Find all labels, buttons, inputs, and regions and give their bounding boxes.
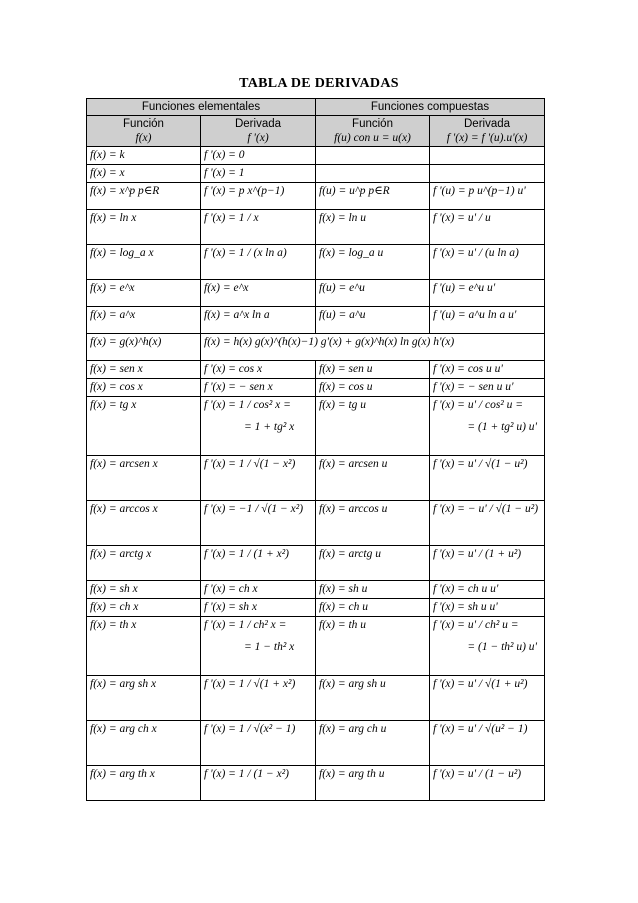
cell-composite-derivative-line2: = (1 − th² u) u'	[467, 641, 538, 653]
cell-derivative: f '(x) = 1 / √(1 + x²)	[201, 676, 316, 721]
cell-composite-derivative-line1: f '(x) = u' / ch² u =	[433, 619, 519, 631]
cell-derivative: f(x) = h(x) g(x)^(h(x)−1) g'(x) + g(x)^h(x) ln g(x) h'(x)	[201, 334, 545, 361]
derivatives-table	[86, 98, 545, 801]
cell-composite-derivative	[430, 617, 545, 676]
header-funciones-compuestas: Funciones compuestas	[316, 99, 545, 116]
cell-function: f(x) = th x	[87, 617, 201, 676]
cell-composite-function: f(x) = arg sh u	[316, 676, 430, 721]
table-row	[87, 379, 545, 397]
cell-function: f(x) = arccos x	[87, 501, 201, 546]
cell-derivative: f '(x) = 1 / (1 + x²)	[201, 546, 316, 581]
cell-composite-derivative: f '(x) = u' / √(1 + u²)	[430, 676, 545, 721]
cell-composite-function: f(x) = arccos u	[316, 501, 430, 546]
cell-function: f(x) = arcsen x	[87, 456, 201, 501]
cell-function: f(x) = g(x)^h(x)	[87, 334, 201, 361]
cell-derivative: f '(x) = cos x	[201, 361, 316, 379]
cell-composite-derivative: f '(x) = − sen u u'	[430, 379, 545, 397]
cell-composite-derivative: f '(x) = ch u u'	[430, 581, 545, 599]
table-row	[87, 617, 545, 676]
cell-function: f(x) = cos x	[87, 379, 201, 397]
header-col-derivada-compuesta-label: Derivada	[464, 118, 511, 130]
cell-composite-function: f(u) = a^u	[316, 307, 430, 334]
cell-derivative: f '(x) = 1 / x	[201, 210, 316, 245]
cell-derivative: f '(x) = p x^(p−1)	[201, 183, 316, 210]
cell-composite-derivative: f '(u) = a^u ln a u'	[430, 307, 545, 334]
table-row	[87, 147, 545, 165]
cell-composite-function: f(x) = tg u	[316, 397, 430, 456]
table-row	[87, 766, 545, 801]
cell-composite-derivative-line2: = (1 + tg² u) u'	[467, 421, 538, 433]
table-row	[87, 599, 545, 617]
cell-composite-derivative: f '(x) = u' / (u ln a)	[430, 245, 545, 280]
cell-composite-derivative: f '(u) = e^u u'	[430, 280, 545, 307]
table-row	[87, 361, 545, 379]
cell-function: f(x) = a^x	[87, 307, 201, 334]
cell-function: f(x) = e^x	[87, 280, 201, 307]
cell-composite-derivative: f '(x) = u' / √(u² − 1)	[430, 721, 545, 766]
table-row	[87, 245, 545, 280]
cell-function: f(x) = arg th x	[87, 766, 201, 801]
cell-composite-derivative: f '(x) = u' / (1 − u²)	[430, 766, 545, 801]
cell-composite-derivative: f '(x) = u' / √(1 − u²)	[430, 456, 545, 501]
cell-composite-derivative: f '(x) = cos u u'	[430, 361, 545, 379]
cell-composite-function	[316, 147, 430, 165]
cell-composite-derivative	[430, 397, 545, 456]
table-row	[87, 334, 545, 361]
cell-derivative-line1: f '(x) = 1 / ch² x =	[204, 619, 287, 631]
cell-function: f(x) = ch x	[87, 599, 201, 617]
cell-derivative	[201, 397, 316, 456]
cell-composite-function: f(x) = arg ch u	[316, 721, 430, 766]
cell-derivative-line1: f '(x) = 1 / cos² x =	[204, 399, 291, 411]
cell-derivative: f '(x) = 0	[201, 147, 316, 165]
cell-composite-function: f(x) = th u	[316, 617, 430, 676]
cell-function: f(x) = tg x	[87, 397, 201, 456]
cell-derivative: f '(x) = sh x	[201, 599, 316, 617]
header-col-funcion-label: Función	[123, 118, 164, 130]
cell-composite-function	[316, 165, 430, 183]
cell-derivative: f '(x) = 1 / √(x² − 1)	[201, 721, 316, 766]
header-col-derivada	[201, 116, 316, 147]
header-column-row	[87, 116, 545, 147]
cell-composite-function: f(x) = ln u	[316, 210, 430, 245]
cell-composite-derivative: f '(x) = − u' / √(1 − u²)	[430, 501, 545, 546]
header-col-derivada-sub: f '(x)	[247, 132, 269, 144]
table-row	[87, 183, 545, 210]
cell-composite-function: f(x) = arg th u	[316, 766, 430, 801]
cell-derivative	[201, 617, 316, 676]
header-col-funcion-compuesta-label: Función	[352, 118, 393, 130]
header-col-derivada-compuesta	[430, 116, 545, 147]
table-row	[87, 210, 545, 245]
header-col-funcion-compuesta	[316, 116, 430, 147]
cell-derivative: f(x) = a^x ln a	[201, 307, 316, 334]
cell-derivative: f '(x) = ch x	[201, 581, 316, 599]
cell-function: f(x) = sh x	[87, 581, 201, 599]
cell-function: f(x) = arg ch x	[87, 721, 201, 766]
header-col-funcion-sub: f(x)	[135, 132, 152, 144]
cell-function: f(x) = k	[87, 147, 201, 165]
cell-composite-function: f(x) = sh u	[316, 581, 430, 599]
table-row	[87, 501, 545, 546]
table-row	[87, 456, 545, 501]
cell-composite-function: f(x) = log_a u	[316, 245, 430, 280]
cell-derivative: f '(x) = 1	[201, 165, 316, 183]
header-col-derivada-compuesta-sub: f '(x) = f '(u).u'(x)	[446, 132, 528, 144]
table-row	[87, 676, 545, 721]
cell-derivative: f '(x) = 1 / (x ln a)	[201, 245, 316, 280]
header-col-funcion-compuesta-sub: f(u) con u = u(x)	[334, 132, 411, 144]
table-row	[87, 546, 545, 581]
cell-composite-derivative: f '(x) = u' / u	[430, 210, 545, 245]
cell-derivative-line2: = 1 + tg² x	[244, 421, 295, 433]
cell-composite-function: f(x) = arcsen u	[316, 456, 430, 501]
cell-function: f(x) = log_a x	[87, 245, 201, 280]
header-group-row	[87, 99, 545, 116]
cell-derivative: f '(x) = − sen x	[201, 379, 316, 397]
header-col-derivada-label: Derivada	[234, 118, 282, 130]
cell-function: f(x) = arctg x	[87, 546, 201, 581]
table-row	[87, 397, 545, 456]
cell-function: f(x) = x	[87, 165, 201, 183]
cell-composite-function: f(x) = arctg u	[316, 546, 430, 581]
cell-composite-function: f(x) = sen u	[316, 361, 430, 379]
cell-function: f(x) = ln x	[87, 210, 201, 245]
header-funciones-elementales: Funciones elementales	[87, 99, 316, 116]
table-row	[87, 721, 545, 766]
cell-function: f(x) = arg sh x	[87, 676, 201, 721]
cell-composite-derivative: f '(x) = u' / (1 + u²)	[430, 546, 545, 581]
header-col-funcion	[87, 116, 201, 147]
page-title: TABLA DE DERIVADAS	[239, 76, 399, 91]
cell-function: f(x) = x^p p∈R	[87, 183, 201, 210]
table-row	[87, 280, 545, 307]
table-row	[87, 581, 545, 599]
cell-derivative: f '(x) = 1 / √(1 − x²)	[201, 456, 316, 501]
cell-composite-function: f(x) = ch u	[316, 599, 430, 617]
cell-derivative-line2: = 1 − th² x	[244, 641, 295, 653]
cell-composite-derivative	[430, 147, 545, 165]
cell-derivative: f(x) = e^x	[201, 280, 316, 307]
cell-composite-derivative	[430, 165, 545, 183]
cell-function: f(x) = sen x	[87, 361, 201, 379]
cell-composite-derivative: f '(x) = sh u u'	[430, 599, 545, 617]
cell-composite-derivative: f '(u) = p u^(p−1) u'	[430, 183, 545, 210]
cell-derivative: f '(x) = 1 / (1 − x²)	[201, 766, 316, 801]
cell-composite-derivative-line1: f '(x) = u' / cos² u =	[433, 399, 524, 411]
cell-composite-function: f(u) = u^p p∈R	[316, 183, 430, 210]
table-row	[87, 165, 545, 183]
cell-derivative: f '(x) = −1 / √(1 − x²)	[201, 501, 316, 546]
cell-composite-function: f(x) = cos u	[316, 379, 430, 397]
table-row	[87, 307, 545, 334]
cell-composite-function: f(u) = e^u	[316, 280, 430, 307]
